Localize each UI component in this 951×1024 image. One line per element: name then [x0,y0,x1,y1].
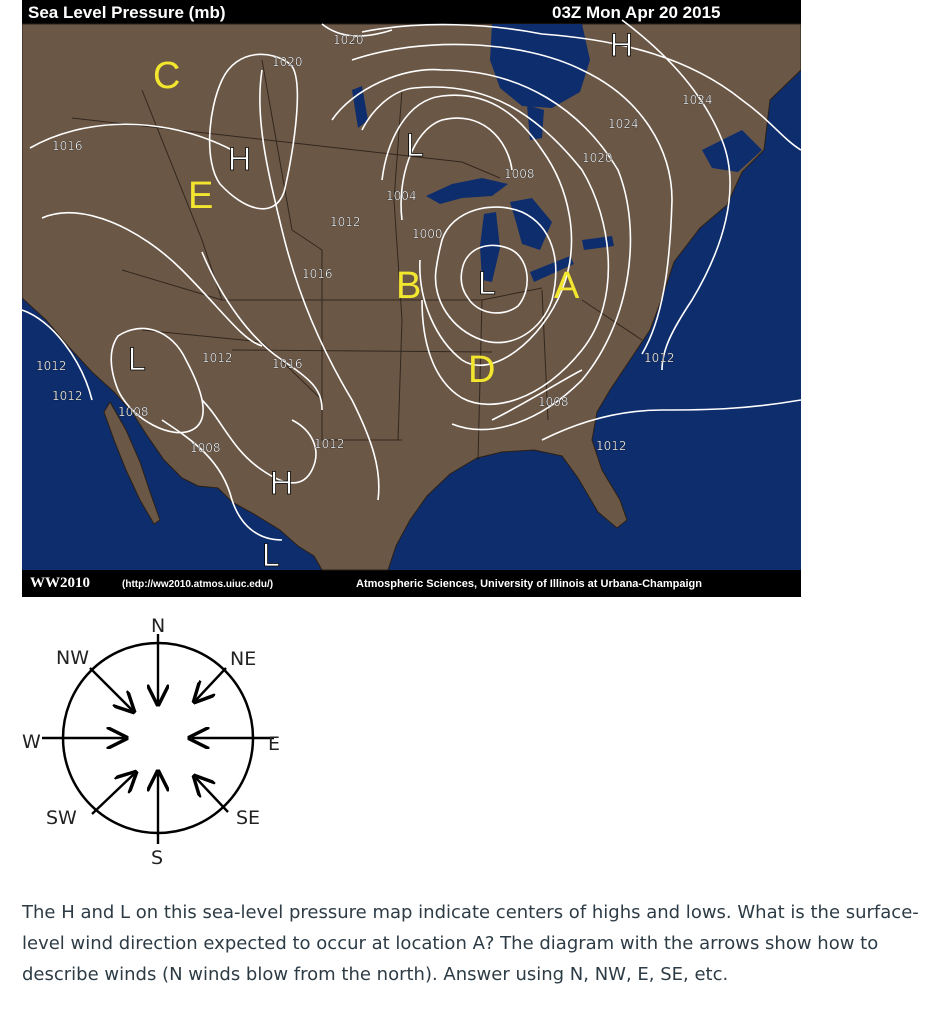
compass-label-n: N [151,615,166,637]
arrow-ne-icon [196,668,226,700]
compass-label-sw: SW [46,807,77,829]
isobar-label: 1020 [272,55,303,69]
compass-label-se: SE [236,807,261,829]
isobar-label: 1008 [538,395,569,409]
high-center-montana: H [228,141,252,177]
map-footer-url: (http://ww2010.atmos.uiuc.edu/) [122,579,274,590]
location-marker-b: B [396,265,422,307]
high-center-mexico: H [270,465,294,501]
isobar-label: 1000 [412,227,443,241]
isobar-label: 1020 [582,151,613,165]
isobar-label: 1024 [682,93,713,107]
arrow-se-icon [196,778,228,812]
isobar-label: 1012 [36,359,67,373]
sea-level-pressure-map [22,0,801,597]
isobar-label: 1012 [330,215,361,229]
isobar-label: 1016 [272,357,303,371]
compass-label-ne: NE [230,648,257,670]
isobar-label: 1004 [386,189,417,203]
location-marker-c: C [153,55,181,97]
isobar-label: 1008 [118,405,149,419]
low-center-ontario: L [406,127,424,163]
wind-direction-compass-diagram [20,608,320,870]
map-timestamp: 03Z Mon Apr 20 2015 [552,3,721,22]
isobar-label: 1020 [333,33,364,47]
isobar-label: 1012 [202,351,233,365]
compass-label-nw: NW [56,647,89,669]
compass-label-s: S [151,847,164,869]
location-marker-e: E [188,175,214,217]
low-center-southwest: L [128,341,146,377]
isobar-label: 1012 [644,351,675,365]
compass-label-e: E [268,733,281,755]
low-center-mexico-south: L [262,537,280,573]
low-center-great-lakes: L [478,265,496,301]
isobar-label: 1016 [52,139,83,153]
isobar-label: 1008 [504,167,535,181]
map-title: Sea Level Pressure (mb) [28,3,226,22]
location-marker-d: D [468,349,496,391]
isobar-label: 1008 [190,441,221,455]
arrow-sw-icon [92,774,134,814]
isobar-label: 1012 [52,389,83,403]
map-footer-brand: WW2010 [30,575,90,591]
high-center-northeast: H [610,27,634,63]
arrow-nw-icon [90,668,132,710]
isobar-label: 1012 [596,439,627,453]
map-footer-credit: Atmospheric Sciences, University of Illinois at Urbana-Champaign [356,578,702,590]
compass-label-w: W [22,731,41,753]
isobar-label: 1016 [302,267,333,281]
question-text: The H and L on this sea-level pressure map indicate centers of highs and lows. What is the surface-level wind direction expected to occur at location A? The diagram with the arrows show how to describe winds (N winds blow from the north). Answer using N, NW, E, SE, etc. [22,902,919,985]
isobar-label: 1012 [314,437,345,451]
isobar-label: 1024 [608,117,639,131]
location-marker-a: A [554,265,580,307]
